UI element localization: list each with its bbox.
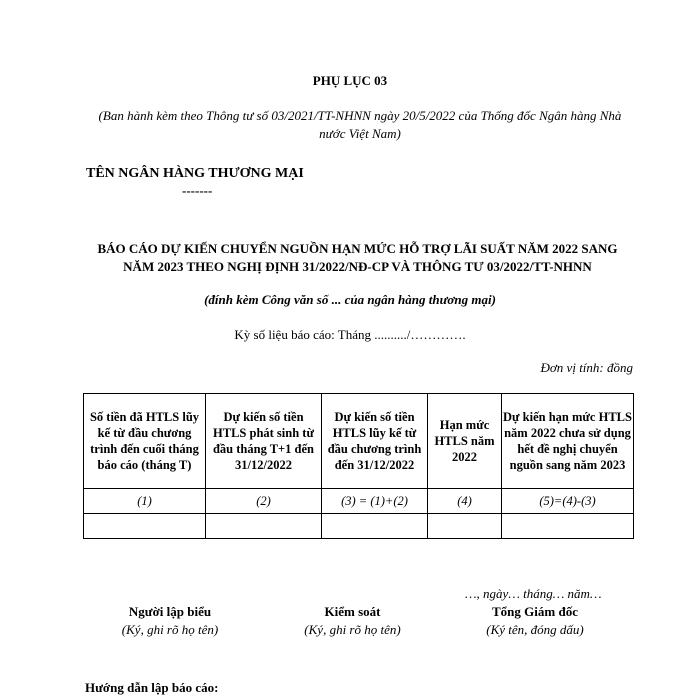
appendix-title: PHỤ LỤC 03 [312, 73, 388, 88]
report-period: Kỳ số liệu báo cáo: Tháng ........../…………. [234, 327, 466, 342]
header-cell: Số tiền đã HTLS lũy kế từ đầu chương trình đến cuối tháng báo cáo (tháng T) [84, 394, 206, 489]
signature-title: Kiểm soát [324, 604, 381, 619]
signature-preparer [90, 603, 250, 639]
header-cell: Dự kiến hạn mức HTLS năm 2022 chưa sử dụng hết đề nghị chuyển nguồn sang năm 2023 [502, 394, 634, 489]
column-number-cell: (4) [428, 489, 502, 514]
header-cell: Dự kiến số tiền HTLS lũy kế từ đầu chương trình đến 31/12/2022 [322, 394, 428, 489]
report-table [83, 393, 634, 539]
unit-note: Đơn vị tính: đồng [540, 360, 633, 375]
table-row [84, 514, 634, 539]
column-number-cell: (3) = (1)+(2) [322, 489, 428, 514]
guide-heading: Hướng dẫn lập báo cáo: [85, 680, 219, 695]
header-cell: Dự kiến số tiền HTLS phát sinh từ đầu tháng T+1 đến 31/12/2022 [206, 394, 322, 489]
signature-date-line: …, ngày… tháng… năm… [465, 586, 602, 601]
report-subtitle: (đính kèm Công văn số ... của ngân hàng thương mại) [204, 292, 496, 307]
signature-note: (Ký, ghi rõ họ tên) [304, 622, 401, 637]
signature-note: (Ký tên, đóng dấu) [486, 622, 584, 637]
signature-controller [275, 603, 430, 639]
table-cell [502, 514, 634, 539]
signature-title: Tổng Giám đốc [492, 604, 578, 619]
column-number-cell: (1) [84, 489, 206, 514]
bank-name: TÊN NGÂN HÀNG THƯƠNG MẠI [86, 166, 304, 181]
signature-note: (Ký, ghi rõ họ tên) [121, 622, 219, 637]
table-cell [322, 514, 428, 539]
issuance-note: (Ban hành kèm theo Thông tư số 03/2021/TT-NHNN ngày 20/5/2022 của Thống đốc Ngân hàng Nhà nước Việt Nam) [98, 108, 622, 141]
bank-name-divider: ------- [182, 183, 213, 198]
column-number-cell: (5)=(4)-(3) [502, 489, 634, 514]
column-number-row [84, 489, 634, 514]
table-cell [206, 514, 322, 539]
signature-title: Người lập biểu [128, 604, 212, 619]
column-number-cell: (2) [206, 489, 322, 514]
table-cell [428, 514, 502, 539]
report-title: BÁO CÁO DỰ KIẾN CHUYỂN NGUỒN HẠN MỨC HỖ TRỢ LÃI SUẤT NĂM 2022 SANG NĂM 2023 THEO NGHỊ ĐỊNH 31/2022/NĐ-CP VÀ THÔNG TƯ 03/2022/TT-NHNN [97, 241, 618, 274]
header-cell: Hạn mức HTLS năm 2022 [428, 394, 502, 489]
table-header-row [84, 394, 634, 489]
signature-director [460, 603, 610, 639]
table-cell [84, 514, 206, 539]
